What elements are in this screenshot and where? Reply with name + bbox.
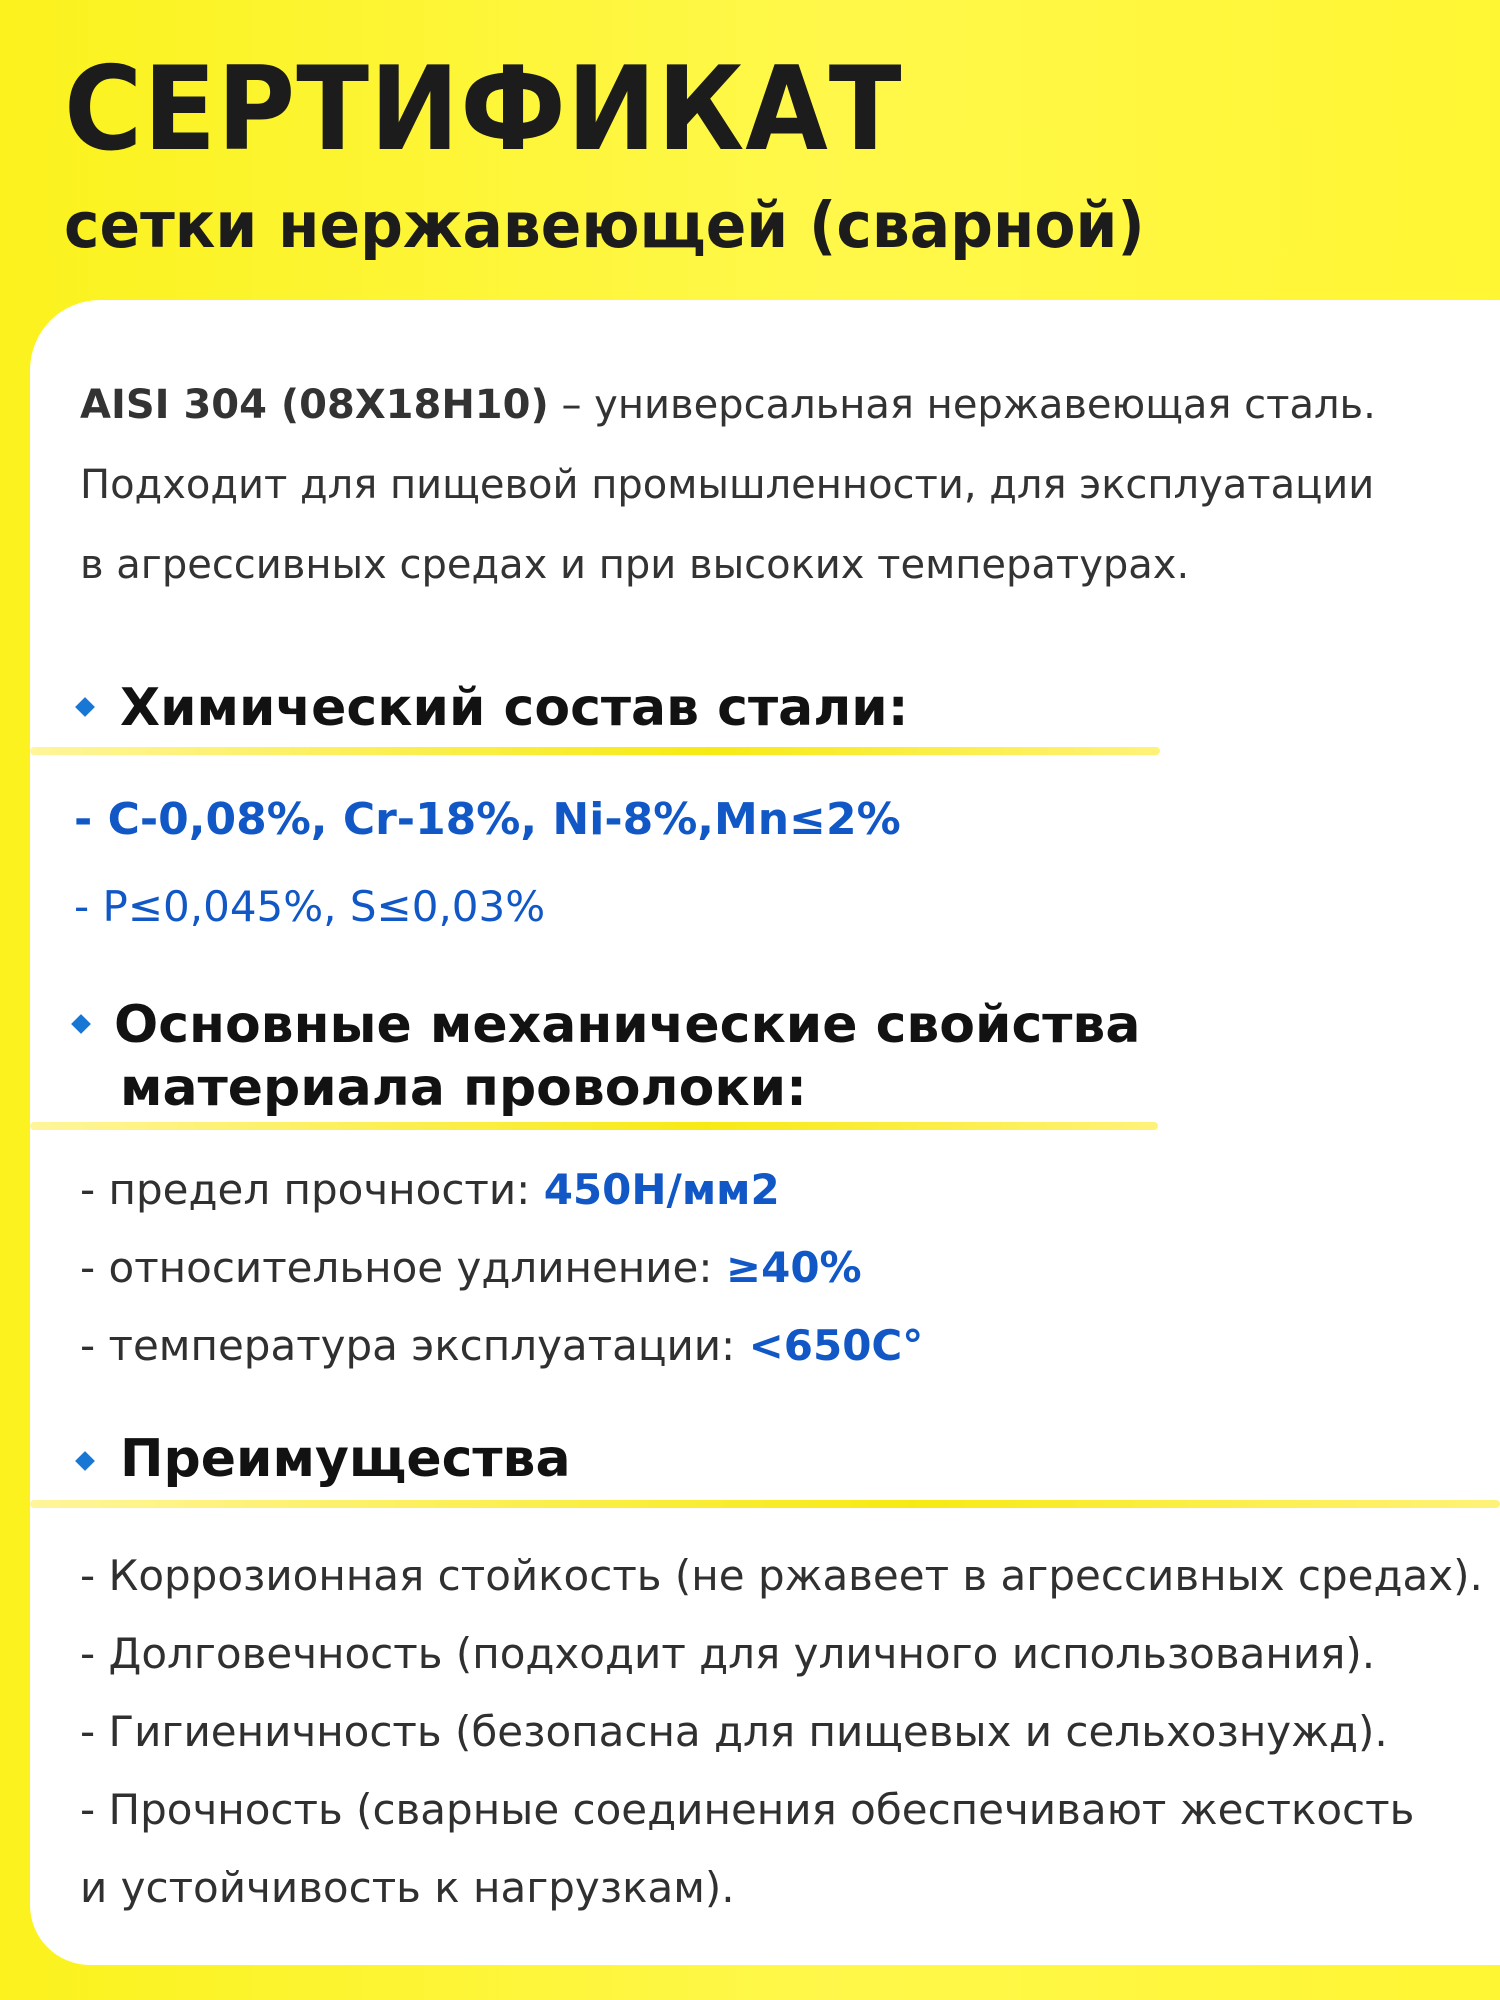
advantages-list: [80, 1537, 1483, 1927]
property-tensile-strength: - предел прочности: 450Н/мм2: [80, 1165, 780, 1214]
section-underline: [30, 1122, 1158, 1130]
intro-line-1: [80, 365, 1376, 445]
list-item: - Коррозионная стойкость (не ржавеет в агрессивных средах).: [80, 1551, 1483, 1600]
header: [64, 42, 1202, 262]
list-item: - Гигиеничность (безопасна для пищевых и сельхознужд).: [80, 1707, 1388, 1756]
intro-line-2: Подходит для пищевой промышленности, для эксплуатации: [80, 462, 1375, 508]
property-elongation: - относительное удлинение: ≥40%: [80, 1243, 862, 1292]
diamond-bullet-icon: [75, 697, 95, 717]
chemistry-line-1: - С-0,08%, Cr-18%, Ni-8%,Mn≤2%: [74, 794, 901, 845]
list-item: - Прочность (сварные соединения обеспечивают жесткость: [80, 1785, 1415, 1834]
tensile-strength-value: 450Н/мм2: [543, 1165, 780, 1214]
diamond-bullet-icon: [71, 1014, 91, 1034]
property-temperature: - температура эксплуатации: <650С°: [80, 1321, 924, 1370]
elongation-value: ≥40%: [725, 1243, 862, 1292]
list-item: - Долговечность (подходит для уличного использования).: [80, 1629, 1376, 1678]
steel-grade: AISI 304 (08Х18Н10): [80, 382, 549, 428]
page-title: СЕРТИФИКАТ: [64, 42, 903, 177]
section-underline: [30, 747, 1160, 755]
temperature-value: <650С°: [748, 1321, 924, 1370]
steel-description: – универсальная нержавеющая сталь.: [548, 382, 1376, 428]
list-item: и устойчивость к нагрузкам).: [80, 1863, 735, 1912]
chemistry-line-2: - P≤0,045%, S≤0,03%: [74, 882, 546, 931]
page-subtitle: сетки нержавеющей (сварной): [64, 189, 1145, 262]
intro-paragraph: [80, 365, 1376, 605]
section-underline: [30, 1500, 1500, 1508]
diamond-bullet-icon: [75, 1451, 95, 1471]
content-card: AISI 304 (08Х18Н10) – универсальная нержавеющая сталь. Подходит для пищевой промышленности, для эксплуатации в агрессивных средах и при высоких температурах. Химический состав стали: - С-0,08%, Cr-18%, Ni-8%,Mn≤2% - P≤0,045%, S≤0,03% Основные механические свойства материала проволоки: - предел прочности: 450Н/мм2 - относительное удлинение: ≥40% - температура эксплуатации: <650С° Преимущества - Коррозионная стойкость (не ржавеет в агрессивных средах). - Долговечность (подходит для уличного использования). - Гигиеничность (безопасна для пищевых и сельхознужд). - Прочность (сварные соединения обеспечивают жесткость и устойчивость к нагрузкам).: [30, 300, 1500, 1965]
intro-line-3: в агрессивных средах и при высоких температурах.: [80, 542, 1190, 588]
